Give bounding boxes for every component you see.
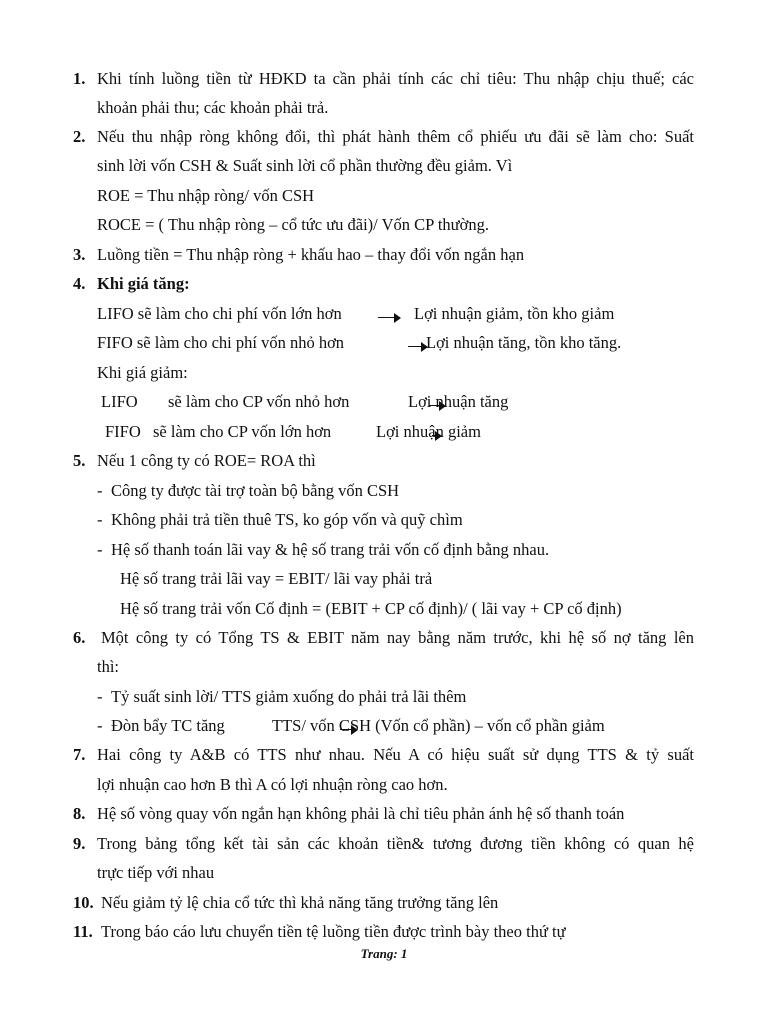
item-subheading: Khi giá giảm:: [97, 363, 188, 382]
item-heading: Khi giá tăng:: [97, 274, 190, 293]
item-text: lợi nhuận cao hơn B thì A có lợi nhuận ròng cao hơn.: [97, 775, 448, 794]
item-text: sinh lời vốn CSH & Suất sinh lời cổ phần thường đều giảm. Vì: [97, 156, 513, 175]
fifo-rise-result: Lợi nhuận tăng, tồn kho tăng.: [426, 333, 622, 352]
item-text: Trong báo cáo lưu chuyển tiền tệ luồng tiền được trình bày theo thứ tự: [101, 922, 566, 941]
formula-roce: ROCE = ( Thu nhập ròng – cổ tức ưu đãi)/ Vốn CP thường.: [97, 215, 489, 234]
item-text: trực tiếp với nhau: [97, 863, 215, 882]
bullet-text: Công ty được tài trợ toàn bộ bằng vốn CSH: [111, 481, 400, 500]
item-text: Hệ số vòng quay vốn ngắn hạn không phải là chỉ tiêu phản ánh hệ số thanh toán: [97, 804, 625, 823]
item-text: khoản phải thu; các khoản phải trả.: [97, 98, 329, 117]
item-number: 8.: [73, 804, 86, 823]
bullet-text: Tỷ suất sinh lời/ TTS giảm xuống do phải trả lãi thêm: [111, 687, 467, 706]
lifo-fall-result: Lợi nhuận tăng: [408, 392, 509, 411]
page-footer: Trang: 1: [360, 946, 408, 961]
lifo-label: LIFO: [101, 392, 138, 411]
right-arrow-icon: [378, 313, 401, 323]
item-number: 1.: [73, 69, 86, 88]
item-text: Khi tính luồng tiền từ HĐKD ta cần phải tính các chỉ tiêu: Thu nhập chịu thuế; các: [97, 69, 694, 88]
item-number: 6.: [73, 628, 86, 647]
item-number: 4.: [73, 274, 86, 293]
item-text: Nếu giảm tỷ lệ chia cổ tức thì khả năng tăng trưởng tăng lên: [101, 893, 499, 912]
item-text: thì:: [97, 657, 120, 676]
fifo-label: FIFO: [105, 422, 141, 441]
fifo-fall-result: Lợi nhuận giảm: [376, 422, 481, 441]
bullet-dash: -: [97, 687, 103, 706]
item-text: Luồng tiền = Thu nhập ròng + khấu hao – thay đổi vốn ngắn hạn: [97, 245, 525, 264]
lifo-rise-result: Lợi nhuận giảm, tồn kho giảm: [414, 304, 615, 323]
item-number: 3.: [73, 245, 86, 264]
item-number: 7.: [73, 745, 86, 764]
formula-interest-coverage: Hệ số trang trải lãi vay = EBIT/ lãi vay phải trả: [120, 569, 433, 588]
item-number: 10.: [73, 893, 94, 912]
bullet-dash: -: [97, 481, 103, 500]
item-text: Nếu 1 công ty có ROE= ROA thì: [97, 451, 316, 470]
item-text: Hai công ty A&B có TTS như nhau. Nếu A có hiệu suất sử dụng TTS & tỷ suất: [97, 745, 694, 764]
bullet-result: TTS/ vốn CSH (Vốn cổ phần) – vốn cổ phần giảm: [272, 716, 605, 735]
item-number: 11.: [73, 922, 93, 941]
formula-fixed-charge-coverage: Hệ số trang trải vốn Cố định = (EBIT + CP cố định)/ ( lãi vay + CP cố định): [120, 599, 622, 618]
bullet-text: Đòn bẩy TC tăng: [111, 716, 225, 735]
item-text: Nếu thu nhập ròng không đổi, thì phát hành thêm cổ phiếu ưu đãi sẽ làm cho: Suất: [97, 127, 694, 146]
item-number: 9.: [73, 834, 86, 853]
bullet-text: Không phải trả tiền thuê TS, ko góp vốn và quỹ chìm: [111, 510, 463, 529]
right-arrow-icon: [408, 342, 428, 352]
bullet-text: Hệ số thanh toán lãi vay & hệ số trang trải vốn cố định bằng nhau.: [111, 540, 550, 559]
item-number: 5.: [73, 451, 86, 470]
formula-roe: ROE = Thu nhập ròng/ vốn CSH: [97, 186, 315, 205]
bullet-dash: -: [97, 510, 103, 529]
item-number: 2.: [73, 127, 86, 146]
bullet-dash: -: [97, 716, 103, 735]
lifo-fall-text: sẽ làm cho CP vốn nhỏ hơn: [168, 392, 350, 411]
item-text: Trong bảng tổng kết tài sản các khoản tiền& tương đương tiền không có quan hệ: [97, 834, 694, 853]
bullet-dash: -: [97, 540, 103, 559]
fifo-fall-text: sẽ làm cho CP vốn lớn hơn: [153, 422, 332, 441]
item-text: Một công ty có Tổng TS & EBIT năm nay bằng năm trước, khi hệ số nợ tăng lên: [101, 628, 694, 647]
lifo-rise-text: LIFO sẽ làm cho chi phí vốn lớn hơn: [97, 304, 342, 323]
fifo-rise-text: FIFO sẽ làm cho chi phí vốn nhỏ hơn: [97, 333, 345, 352]
